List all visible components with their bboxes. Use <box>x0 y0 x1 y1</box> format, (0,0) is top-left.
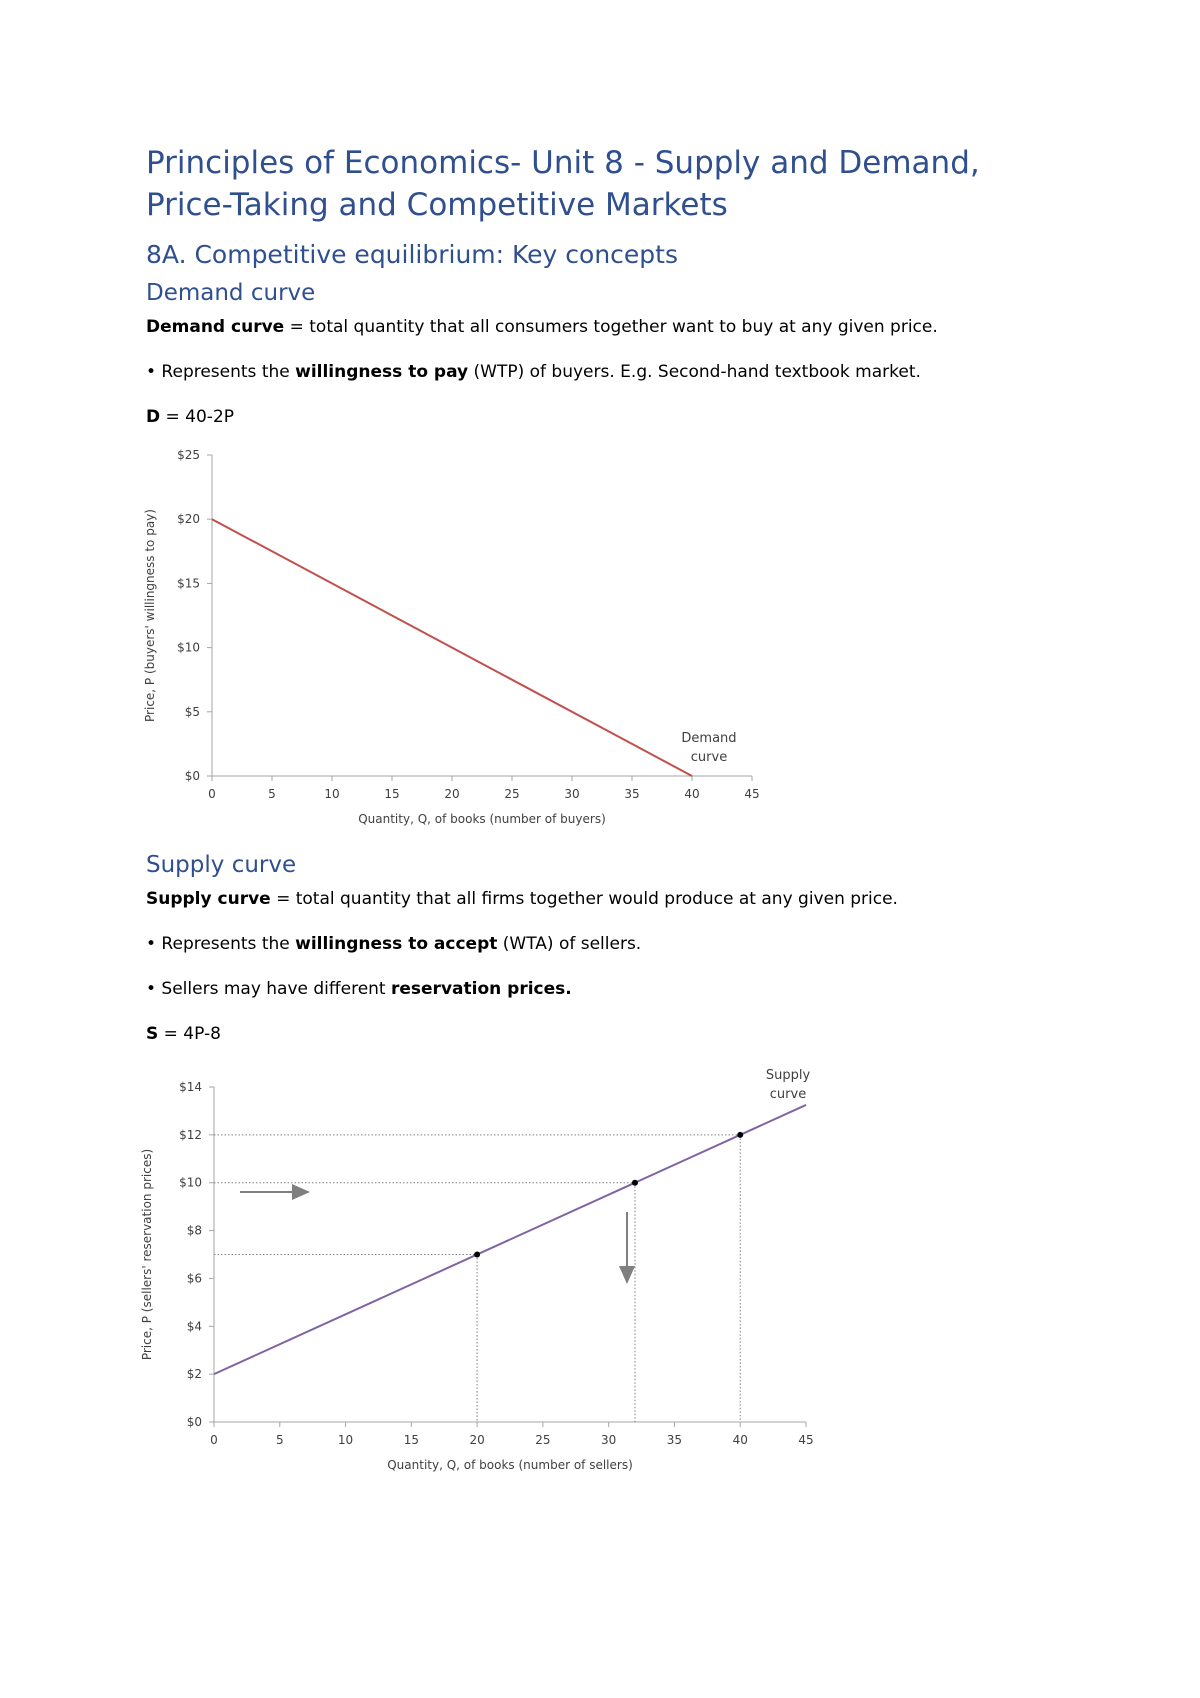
demand-eq-rest: = 40-2P <box>160 407 235 427</box>
demand-bullet-prefix: • Represents the <box>146 362 296 382</box>
x-tick-label: 30 <box>601 1433 617 1447</box>
x-tick-label: 10 <box>337 1433 354 1447</box>
supply-def-term: Supply curve <box>146 889 271 909</box>
data-point <box>474 1252 480 1258</box>
x-tick-label: 30 <box>564 787 580 801</box>
curve-annotation-line-2: curve <box>690 750 728 765</box>
x-tick-label: 15 <box>384 787 400 801</box>
y-tick-label: $0 <box>184 769 200 783</box>
x-tick-label: 25 <box>535 1433 551 1447</box>
supply-bullet2-prefix: • Sellers may have different <box>146 979 391 999</box>
y-tick-label: $0 <box>186 1415 202 1429</box>
y-tick-label: $10 <box>179 1175 202 1190</box>
x-tick-label: 5 <box>268 787 276 801</box>
demand-bullet-rest: (WTP) of buyers. E.g. Second-hand textbook market. <box>468 362 921 382</box>
demand-chart <box>0 440 800 840</box>
curve-annotation-line-1: Supply <box>765 1068 811 1083</box>
title-line-1: Principles of Economics- Unit 8 - Supply and Demand, <box>146 145 980 181</box>
demand-bullet <box>146 361 921 383</box>
x-tick-label: 0 <box>208 787 216 801</box>
x-tick-label: 35 <box>624 787 640 801</box>
supply-heading: Supply curve <box>146 852 297 878</box>
supply-bullet-2 <box>146 978 572 1000</box>
x-tick-label: 40 <box>732 1433 748 1447</box>
supply-definition <box>146 888 898 910</box>
curve-annotation-line-2: curve <box>769 1087 807 1102</box>
demand-definition <box>146 316 938 338</box>
supply-bullet2-bold: reservation prices. <box>391 979 572 999</box>
x-tick-label: 0 <box>210 1433 218 1447</box>
section-heading: 8A. Competitive equilibrium: Key concepts <box>146 240 679 269</box>
y-tick-label: $12 <box>179 1127 202 1142</box>
y-tick-label: $14 <box>179 1080 202 1094</box>
y-tick-label: $8 <box>186 1223 202 1238</box>
data-point <box>632 1180 638 1186</box>
y-tick-label: $15 <box>177 576 200 591</box>
demand-def-rest: = total quantity that all consumers together want to buy at any given price. <box>284 317 938 337</box>
y-axis-title: Price, P (buyers' willingness to pay) <box>143 509 157 722</box>
x-tick-label: 20 <box>444 787 460 801</box>
supply-chart <box>0 1050 840 1490</box>
x-tick-label: 15 <box>403 1433 419 1447</box>
demand-def-term: Demand curve <box>146 317 285 337</box>
x-tick-label: 40 <box>684 787 700 801</box>
page-title <box>146 142 980 226</box>
supply-equation <box>146 1023 221 1045</box>
supply-def-rest: = total quantity that all firms together would produce at any given price. <box>270 889 898 909</box>
y-tick-label: $10 <box>177 640 200 655</box>
y-tick-label: $5 <box>184 704 200 719</box>
supply-bullet1-prefix: • Represents the <box>146 934 296 954</box>
x-axis-title: Quantity, Q, of books (number of sellers) <box>387 1458 633 1472</box>
curve-annotation-line-1: Demand <box>681 731 737 746</box>
supply-eq-rest: = 4P-8 <box>158 1024 221 1044</box>
x-tick-label: 10 <box>324 787 340 801</box>
demand-bullet-bold: willingness to pay <box>295 362 469 382</box>
series-line <box>214 1105 806 1374</box>
y-tick-label: $25 <box>177 448 200 462</box>
title-line-2: Price-Taking and Competitive Markets <box>146 187 728 223</box>
supply-bullet1-rest: (WTA) of sellers. <box>497 934 642 954</box>
data-point <box>737 1132 743 1138</box>
x-tick-label: 5 <box>275 1433 284 1447</box>
x-tick-label: 20 <box>469 1433 485 1447</box>
y-axis-title: Price, P (sellers' reservation prices) <box>140 1148 154 1361</box>
x-tick-label: 25 <box>504 787 520 801</box>
y-tick-label: $6 <box>186 1271 202 1286</box>
x-tick-label: 45 <box>744 787 760 801</box>
demand-equation <box>146 406 234 428</box>
series-line <box>212 519 692 776</box>
x-axis-title: Quantity, Q, of books (number of buyers) <box>358 812 606 826</box>
y-tick-label: $2 <box>186 1367 202 1382</box>
y-tick-label: $4 <box>186 1319 202 1334</box>
x-tick-label: 45 <box>798 1433 814 1447</box>
supply-bullet1-bold: willingness to accept <box>295 934 498 954</box>
y-tick-label: $20 <box>177 512 200 527</box>
demand-eq-term: D <box>146 407 161 427</box>
supply-bullet-1 <box>146 933 641 955</box>
demand-heading: Demand curve <box>146 280 316 306</box>
supply-eq-term: S <box>146 1024 159 1044</box>
x-tick-label: 35 <box>666 1433 683 1447</box>
